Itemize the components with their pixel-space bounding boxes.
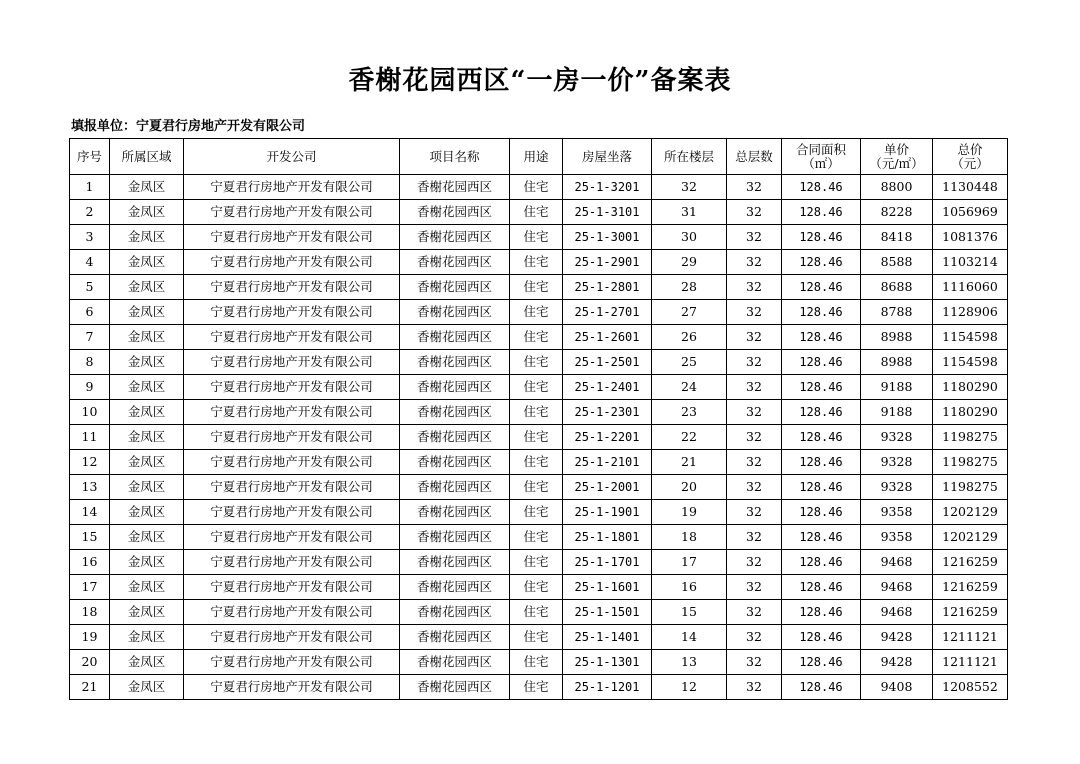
cell-floor: 13 [652, 650, 727, 675]
cell-total-floors: 32 [727, 450, 782, 475]
reporting-unit-label: 填报单位：宁夏君行房地产开发有限公司 [71, 119, 306, 134]
cell-seq: 17 [70, 575, 110, 600]
cell-seq: 12 [70, 450, 110, 475]
cell-developer: 宁夏君行房地产开发有限公司 [184, 425, 400, 450]
cell-total-price: 1202129 [933, 525, 1008, 550]
cell-floor: 15 [652, 600, 727, 625]
header-total-price [933, 139, 1008, 175]
cell-developer: 宁夏君行房地产开发有限公司 [184, 225, 400, 250]
cell-usage: 住宅 [510, 600, 563, 625]
cell-location: 25-1-2801 [563, 275, 652, 300]
cell-area: 128.46 [782, 550, 861, 575]
cell-total-price: 1211121 [933, 650, 1008, 675]
cell-total-floors: 32 [727, 350, 782, 375]
cell-area: 128.46 [782, 275, 861, 300]
cell-project-name: 香榭花园西区 [400, 250, 510, 275]
table-row [70, 200, 1008, 225]
cell-floor: 12 [652, 675, 727, 700]
cell-usage: 住宅 [510, 175, 563, 200]
cell-total-floors: 32 [727, 375, 782, 400]
cell-floor: 29 [652, 250, 727, 275]
cell-floor: 30 [652, 225, 727, 250]
cell-total-price: 1208552 [933, 675, 1008, 700]
cell-seq: 11 [70, 425, 110, 450]
cell-unit-price: 9428 [861, 650, 933, 675]
cell-floor: 27 [652, 300, 727, 325]
table-row [70, 325, 1008, 350]
cell-project-name: 香榭花园西区 [400, 375, 510, 400]
cell-usage: 住宅 [510, 525, 563, 550]
header-label: 序号 [76, 148, 102, 164]
table-row [70, 425, 1008, 450]
cell-developer: 宁夏君行房地产开发有限公司 [184, 475, 400, 500]
cell-project-name: 香榭花园西区 [400, 325, 510, 350]
table-row [70, 225, 1008, 250]
cell-unit-price: 9468 [861, 575, 933, 600]
cell-total-floors: 32 [727, 625, 782, 650]
cell-developer: 宁夏君行房地产开发有限公司 [184, 450, 400, 475]
cell-total-floors: 32 [727, 525, 782, 550]
header-location [563, 139, 652, 175]
cell-developer: 宁夏君行房地产开发有限公司 [184, 325, 400, 350]
table-row [70, 625, 1008, 650]
header-unit: （元） [951, 155, 989, 171]
cell-area: 128.46 [782, 525, 861, 550]
header-district [110, 139, 184, 175]
header-seq [70, 139, 110, 175]
cell-area: 128.46 [782, 250, 861, 275]
table-row [70, 450, 1008, 475]
cell-unit-price: 9358 [861, 525, 933, 550]
cell-seq: 21 [70, 675, 110, 700]
cell-area: 128.46 [782, 325, 861, 350]
cell-floor: 26 [652, 325, 727, 350]
cell-location: 25-1-3101 [563, 200, 652, 225]
table-header [70, 139, 1008, 175]
table-row [70, 300, 1008, 325]
cell-seq: 5 [70, 275, 110, 300]
header-label: 所在楼层 [663, 148, 714, 164]
cell-district: 金凤区 [110, 600, 184, 625]
cell-district: 金凤区 [110, 200, 184, 225]
cell-developer: 宁夏君行房地产开发有限公司 [184, 400, 400, 425]
cell-location: 25-1-1801 [563, 525, 652, 550]
cell-unit-price: 9328 [861, 475, 933, 500]
cell-seq: 8 [70, 350, 110, 375]
cell-developer: 宁夏君行房地产开发有限公司 [184, 200, 400, 225]
cell-area: 128.46 [782, 575, 861, 600]
cell-project-name: 香榭花园西区 [400, 650, 510, 675]
cell-location: 25-1-2401 [563, 375, 652, 400]
cell-total-price: 1216259 [933, 550, 1008, 575]
cell-area: 128.46 [782, 375, 861, 400]
header-usage [510, 139, 563, 175]
cell-total-price: 1154598 [933, 325, 1008, 350]
cell-location: 25-1-2101 [563, 450, 652, 475]
cell-floor: 24 [652, 375, 727, 400]
cell-floor: 25 [652, 350, 727, 375]
cell-district: 金凤区 [110, 225, 184, 250]
cell-floor: 28 [652, 275, 727, 300]
cell-location: 25-1-1501 [563, 600, 652, 625]
cell-developer: 宁夏君行房地产开发有限公司 [184, 600, 400, 625]
cell-total-floors: 32 [727, 325, 782, 350]
cell-area: 128.46 [782, 450, 861, 475]
cell-developer: 宁夏君行房地产开发有限公司 [184, 650, 400, 675]
cell-floor: 17 [652, 550, 727, 575]
cell-area: 128.46 [782, 300, 861, 325]
cell-developer: 宁夏君行房地产开发有限公司 [184, 275, 400, 300]
cell-total-floors: 32 [727, 575, 782, 600]
cell-district: 金凤区 [110, 275, 184, 300]
cell-total-floors: 32 [727, 225, 782, 250]
cell-unit-price: 9188 [861, 375, 933, 400]
cell-district: 金凤区 [110, 475, 184, 500]
header-row [70, 139, 1008, 175]
cell-unit-price: 9328 [861, 425, 933, 450]
cell-developer: 宁夏君行房地产开发有限公司 [184, 375, 400, 400]
cell-location: 25-1-2701 [563, 300, 652, 325]
cell-unit-price: 8800 [861, 175, 933, 200]
cell-developer: 宁夏君行房地产开发有限公司 [184, 350, 400, 375]
cell-area: 128.46 [782, 675, 861, 700]
cell-unit-price: 8588 [861, 250, 933, 275]
cell-district: 金凤区 [110, 500, 184, 525]
cell-unit-price: 9408 [861, 675, 933, 700]
cell-floor: 16 [652, 575, 727, 600]
cell-usage: 住宅 [510, 200, 563, 225]
cell-location: 25-1-2001 [563, 475, 652, 500]
cell-developer: 宁夏君行房地产开发有限公司 [184, 525, 400, 550]
cell-total-price: 1103214 [933, 250, 1008, 275]
table-row [70, 500, 1008, 525]
cell-total-floors: 32 [727, 600, 782, 625]
table-row [70, 350, 1008, 375]
cell-project-name: 香榭花园西区 [400, 450, 510, 475]
cell-location: 25-1-3201 [563, 175, 652, 200]
cell-seq: 18 [70, 600, 110, 625]
cell-seq: 19 [70, 625, 110, 650]
cell-unit-price: 9328 [861, 450, 933, 475]
cell-unit-price: 9358 [861, 500, 933, 525]
cell-total-price: 1211121 [933, 625, 1008, 650]
cell-total-floors: 32 [727, 200, 782, 225]
table-row [70, 250, 1008, 275]
cell-seq: 13 [70, 475, 110, 500]
cell-seq: 2 [70, 200, 110, 225]
cell-project-name: 香榭花园西区 [400, 525, 510, 550]
cell-total-price: 1216259 [933, 600, 1008, 625]
cell-developer: 宁夏君行房地产开发有限公司 [184, 175, 400, 200]
cell-seq: 7 [70, 325, 110, 350]
cell-seq: 1 [70, 175, 110, 200]
cell-district: 金凤区 [110, 575, 184, 600]
cell-usage: 住宅 [510, 450, 563, 475]
header-area [782, 139, 861, 175]
cell-unit-price: 8788 [861, 300, 933, 325]
cell-project-name: 香榭花园西区 [400, 475, 510, 500]
cell-total-price: 1081376 [933, 225, 1008, 250]
cell-location: 25-1-2601 [563, 325, 652, 350]
cell-seq: 6 [70, 300, 110, 325]
cell-total-price: 1202129 [933, 500, 1008, 525]
cell-location: 25-1-2301 [563, 400, 652, 425]
cell-total-floors: 32 [727, 300, 782, 325]
cell-area: 128.46 [782, 200, 861, 225]
cell-seq: 15 [70, 525, 110, 550]
cell-total-floors: 32 [727, 400, 782, 425]
cell-unit-price: 8418 [861, 225, 933, 250]
cell-unit-price: 9428 [861, 625, 933, 650]
cell-project-name: 香榭花园西区 [400, 625, 510, 650]
cell-developer: 宁夏君行房地产开发有限公司 [184, 500, 400, 525]
cell-developer: 宁夏君行房地产开发有限公司 [184, 575, 400, 600]
cell-unit-price: 8228 [861, 200, 933, 225]
cell-total-floors: 32 [727, 425, 782, 450]
header-project-name [400, 139, 510, 175]
cell-district: 金凤区 [110, 450, 184, 475]
table-row [70, 175, 1008, 200]
cell-total-price: 1198275 [933, 475, 1008, 500]
header-label: 项目名称 [429, 148, 480, 164]
header-label: 总层数 [735, 148, 773, 164]
cell-project-name: 香榭花园西区 [400, 400, 510, 425]
cell-seq: 4 [70, 250, 110, 275]
cell-developer: 宁夏君行房地产开发有限公司 [184, 675, 400, 700]
price-filing-table [69, 138, 1008, 700]
cell-project-name: 香榭花园西区 [400, 175, 510, 200]
cell-total-floors: 32 [727, 550, 782, 575]
cell-total-price: 1128906 [933, 300, 1008, 325]
cell-total-price: 1198275 [933, 450, 1008, 475]
cell-total-floors: 32 [727, 500, 782, 525]
cell-total-price: 1198275 [933, 425, 1008, 450]
cell-project-name: 香榭花园西区 [400, 675, 510, 700]
table-body [70, 175, 1008, 700]
table-row [70, 600, 1008, 625]
cell-floor: 32 [652, 175, 727, 200]
cell-total-floors: 32 [727, 475, 782, 500]
cell-usage: 住宅 [510, 675, 563, 700]
cell-district: 金凤区 [110, 175, 184, 200]
cell-floor: 23 [652, 400, 727, 425]
header-unit: （元/㎡） [869, 155, 924, 171]
table-row [70, 550, 1008, 575]
cell-location: 25-1-1201 [563, 675, 652, 700]
cell-usage: 住宅 [510, 275, 563, 300]
cell-total-price: 1180290 [933, 400, 1008, 425]
cell-district: 金凤区 [110, 325, 184, 350]
header-label: 单价 [883, 141, 909, 157]
cell-location: 25-1-1601 [563, 575, 652, 600]
cell-usage: 住宅 [510, 425, 563, 450]
cell-total-price: 1180290 [933, 375, 1008, 400]
header-label: 所属区域 [121, 148, 172, 164]
cell-usage: 住宅 [510, 250, 563, 275]
cell-floor: 18 [652, 525, 727, 550]
cell-unit-price: 9468 [861, 550, 933, 575]
cell-total-floors: 32 [727, 175, 782, 200]
cell-floor: 19 [652, 500, 727, 525]
cell-location: 25-1-1901 [563, 500, 652, 525]
header-developer [184, 139, 400, 175]
cell-usage: 住宅 [510, 400, 563, 425]
cell-unit-price: 8688 [861, 275, 933, 300]
cell-district: 金凤区 [110, 375, 184, 400]
cell-district: 金凤区 [110, 250, 184, 275]
cell-unit-price: 9188 [861, 400, 933, 425]
cell-usage: 住宅 [510, 475, 563, 500]
cell-usage: 住宅 [510, 375, 563, 400]
header-label: 合同面积 [795, 141, 846, 157]
cell-developer: 宁夏君行房地产开发有限公司 [184, 625, 400, 650]
cell-usage: 住宅 [510, 350, 563, 375]
cell-seq: 3 [70, 225, 110, 250]
cell-district: 金凤区 [110, 550, 184, 575]
cell-location: 25-1-1301 [563, 650, 652, 675]
header-floor [652, 139, 727, 175]
table-row [70, 275, 1008, 300]
table-row [70, 525, 1008, 550]
cell-usage: 住宅 [510, 225, 563, 250]
header-label: 房屋坐落 [581, 148, 632, 164]
cell-floor: 20 [652, 475, 727, 500]
cell-developer: 宁夏君行房地产开发有限公司 [184, 250, 400, 275]
cell-area: 128.46 [782, 475, 861, 500]
header-unit: （㎡） [802, 155, 840, 171]
cell-project-name: 香榭花园西区 [400, 350, 510, 375]
cell-usage: 住宅 [510, 575, 563, 600]
cell-seq: 10 [70, 400, 110, 425]
cell-district: 金凤区 [110, 525, 184, 550]
cell-seq: 14 [70, 500, 110, 525]
cell-project-name: 香榭花园西区 [400, 200, 510, 225]
table-row [70, 650, 1008, 675]
cell-usage: 住宅 [510, 650, 563, 675]
cell-usage: 住宅 [510, 500, 563, 525]
cell-district: 金凤区 [110, 425, 184, 450]
cell-location: 25-1-1401 [563, 625, 652, 650]
header-label: 开发公司 [266, 148, 317, 164]
cell-floor: 21 [652, 450, 727, 475]
cell-location: 25-1-2501 [563, 350, 652, 375]
table-row [70, 400, 1008, 425]
cell-total-floors: 32 [727, 650, 782, 675]
cell-total-price: 1056969 [933, 200, 1008, 225]
cell-area: 128.46 [782, 425, 861, 450]
cell-floor: 22 [652, 425, 727, 450]
cell-total-price: 1154598 [933, 350, 1008, 375]
header-label: 总价 [957, 141, 983, 157]
cell-usage: 住宅 [510, 550, 563, 575]
cell-unit-price: 8988 [861, 350, 933, 375]
cell-seq: 16 [70, 550, 110, 575]
cell-area: 128.46 [782, 650, 861, 675]
document-title: 香榭花园西区“一房一价”备案表 [348, 66, 732, 96]
cell-project-name: 香榭花园西区 [400, 225, 510, 250]
cell-total-floors: 32 [727, 250, 782, 275]
cell-unit-price: 9468 [861, 600, 933, 625]
cell-area: 128.46 [782, 500, 861, 525]
header-label: 用途 [523, 148, 549, 164]
table-row [70, 475, 1008, 500]
cell-location: 25-1-3001 [563, 225, 652, 250]
cell-floor: 14 [652, 625, 727, 650]
cell-district: 金凤区 [110, 650, 184, 675]
cell-project-name: 香榭花园西区 [400, 600, 510, 625]
cell-area: 128.46 [782, 175, 861, 200]
cell-total-price: 1130448 [933, 175, 1008, 200]
cell-district: 金凤区 [110, 400, 184, 425]
cell-project-name: 香榭花园西区 [400, 425, 510, 450]
cell-district: 金凤区 [110, 625, 184, 650]
table-row [70, 375, 1008, 400]
cell-seq: 9 [70, 375, 110, 400]
cell-location: 25-1-2201 [563, 425, 652, 450]
cell-area: 128.46 [782, 350, 861, 375]
cell-total-price: 1116060 [933, 275, 1008, 300]
cell-project-name: 香榭花园西区 [400, 500, 510, 525]
header-unit-price [861, 139, 933, 175]
cell-usage: 住宅 [510, 300, 563, 325]
cell-floor: 31 [652, 200, 727, 225]
cell-area: 128.46 [782, 225, 861, 250]
cell-project-name: 香榭花园西区 [400, 300, 510, 325]
cell-district: 金凤区 [110, 675, 184, 700]
cell-location: 25-1-2901 [563, 250, 652, 275]
cell-district: 金凤区 [110, 350, 184, 375]
cell-usage: 住宅 [510, 625, 563, 650]
cell-total-floors: 32 [727, 675, 782, 700]
cell-area: 128.46 [782, 400, 861, 425]
cell-district: 金凤区 [110, 300, 184, 325]
cell-usage: 住宅 [510, 325, 563, 350]
table-row [70, 575, 1008, 600]
header-total-floors [727, 139, 782, 175]
cell-project-name: 香榭花园西区 [400, 575, 510, 600]
cell-location: 25-1-1701 [563, 550, 652, 575]
cell-area: 128.46 [782, 600, 861, 625]
cell-seq: 20 [70, 650, 110, 675]
cell-project-name: 香榭花园西区 [400, 275, 510, 300]
cell-total-price: 1216259 [933, 575, 1008, 600]
cell-developer: 宁夏君行房地产开发有限公司 [184, 300, 400, 325]
table-row [70, 675, 1008, 700]
cell-unit-price: 8988 [861, 325, 933, 350]
cell-total-floors: 32 [727, 275, 782, 300]
cell-project-name: 香榭花园西区 [400, 550, 510, 575]
cell-developer: 宁夏君行房地产开发有限公司 [184, 550, 400, 575]
cell-area: 128.46 [782, 625, 861, 650]
